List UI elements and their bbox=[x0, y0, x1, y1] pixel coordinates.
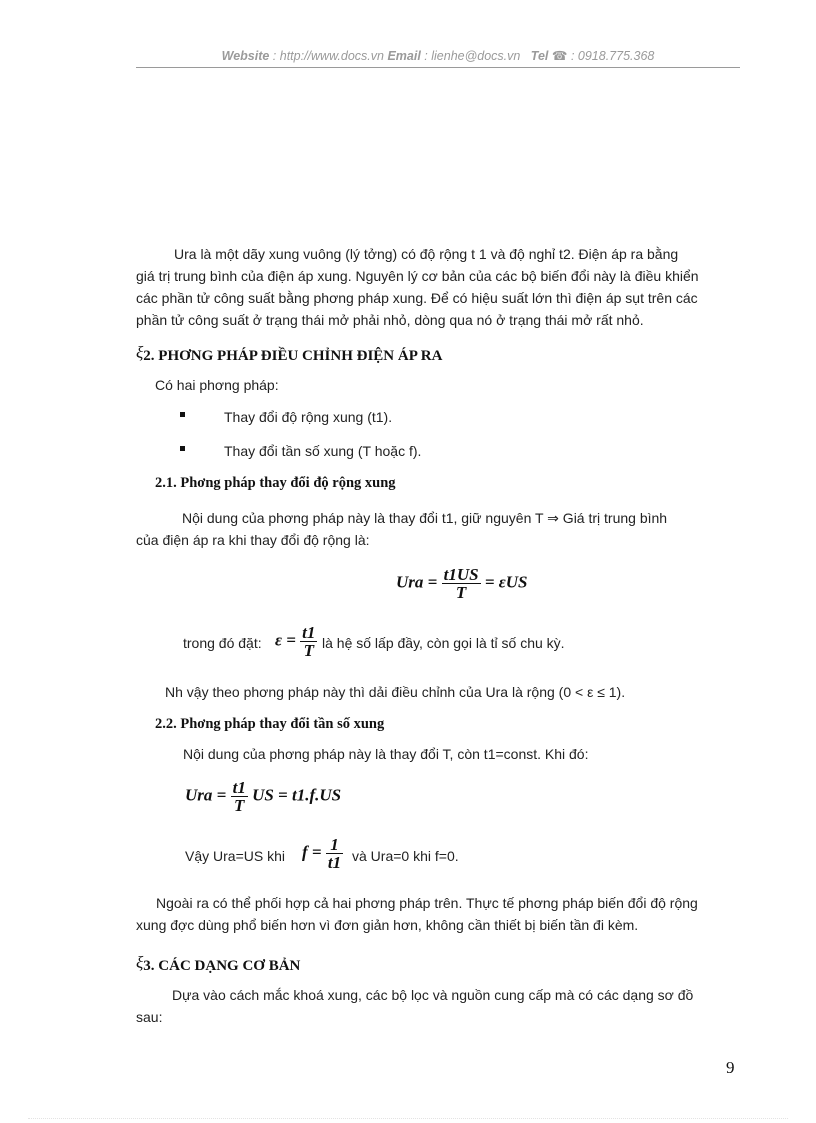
bullet-item: Thay đổi độ rộng xung (t1). bbox=[224, 409, 393, 425]
formula-lhs: Ura bbox=[396, 572, 424, 592]
formula-lhs: ε = bbox=[275, 630, 296, 650]
formula-lhs: f = bbox=[302, 842, 322, 862]
tel-value: : 0918.775.368 bbox=[567, 49, 655, 63]
section-2-heading bbox=[136, 343, 442, 365]
paragraph-line: các phần tử công suất bằng phơng pháp xung. Để có hiệu suất lớn thì điện áp sụt trên các bbox=[136, 290, 698, 306]
section-marker: ξ bbox=[136, 343, 144, 362]
fraction-denominator: t1 bbox=[327, 853, 342, 872]
formula-frequency bbox=[302, 836, 343, 871]
section-2-intro: Có hai phơng pháp: bbox=[155, 377, 279, 393]
combined-paragraph bbox=[136, 892, 738, 936]
formula-fraction bbox=[231, 779, 248, 814]
definition-suffix: là hệ số lấp đầy, còn gọi là tỉ số chu kỳ. bbox=[322, 635, 565, 651]
formula-ura-frequency bbox=[185, 779, 341, 814]
subsection-2-1-paragraph bbox=[136, 507, 738, 551]
paragraph-line: Nội dung của phơng pháp này là thay đổi t1, giữ nguyên T ⇒ Giá trị trung bình bbox=[182, 510, 668, 526]
page-number: 9 bbox=[726, 1058, 735, 1077]
formula-lhs: Ura = bbox=[185, 785, 227, 805]
fraction-numerator: t1 bbox=[232, 778, 246, 797]
paragraph-line: Ngoài ra có thể phối hợp cả hai phơng pháp trên. Thực tế phơng pháp biến đổi độ rộng bbox=[156, 895, 698, 911]
regulation-range-text: Nh vậy theo phơng pháp này thì dải điều chỉnh của Ura là rộng (0 < ε ≤ 1). bbox=[165, 684, 626, 700]
page-header bbox=[136, 48, 740, 63]
tel-label: Tel bbox=[530, 49, 549, 63]
formula-epsilon bbox=[275, 624, 317, 659]
formula-fraction bbox=[442, 566, 481, 601]
email-value: : lienhe@docs.vn bbox=[420, 49, 521, 63]
fraction-denominator: T bbox=[455, 583, 467, 602]
paragraph-line: Ura là một dãy xung vuông (lý tởng) có độ rộng t 1 và độ nghỉ t2. Điện áp ra bằng bbox=[174, 246, 679, 262]
bullet-icon bbox=[180, 446, 185, 451]
paragraph-line: phần tử công suất ở trạng thái mở phải nhỏ, dòng qua nó ở trạng thái mở rất nhỏ. bbox=[136, 312, 644, 328]
website-value: : http://www.docs.vn bbox=[269, 49, 384, 63]
paragraph-line: giá trị trung bình của điện áp xung. Nguyên lý cơ bản của các bộ biến đổi này là điều khiển bbox=[136, 268, 699, 284]
page-border-dots bbox=[28, 1118, 788, 1119]
fraction-numerator: t1 bbox=[302, 623, 316, 642]
definition-prefix: trong đó đặt: bbox=[183, 635, 262, 651]
section-marker: ξ bbox=[136, 953, 144, 972]
fraction-denominator: T bbox=[234, 796, 245, 815]
intro-paragraph bbox=[136, 243, 738, 331]
bullet-icon bbox=[180, 412, 185, 417]
paragraph-line: sau: bbox=[136, 1009, 163, 1025]
subsection-2-2-line: Nội dung của phơng pháp này là thay đổi T, còn t1=const. Khi đó: bbox=[183, 746, 589, 762]
formula-rhs: US = t1.f.US bbox=[252, 785, 342, 805]
email-label: Email bbox=[387, 49, 421, 63]
section-3-title: 3. CÁC DẠNG CƠ BẢN bbox=[143, 958, 301, 974]
section-2-title: 2. PHƠNG PHÁP ĐIỀU CHỈNH ĐIỆN ÁP RA bbox=[143, 348, 443, 364]
paragraph-line: xung đợc dùng phổ biến hơn vì đơn giản hơn, không cần thiết bị biến tần đi kèm. bbox=[136, 917, 639, 933]
bullet-item: Thay đổi tần số xung (T hoặc f). bbox=[224, 443, 422, 459]
formula-fraction bbox=[326, 836, 343, 871]
fraction-numerator: t1US bbox=[443, 565, 479, 584]
paragraph-line: Dựa vào cách mắc khoá xung, các bộ lọc và nguồn cung cấp mà có các dạng sơ đồ bbox=[172, 987, 694, 1003]
fraction-denominator: T bbox=[303, 641, 314, 660]
formula-rhs: = εUS bbox=[484, 572, 528, 592]
formula-ura-pulse-width: Ura = $\frac{t1US}{T}$ = εUS bbox=[396, 565, 528, 602]
subsection-2-1-title: 2.1. Phơng pháp thay đổi độ rộng xung bbox=[155, 475, 396, 491]
paragraph-line: của điện áp ra khi thay đổi độ rộng là: bbox=[136, 532, 370, 548]
section-3-heading bbox=[136, 953, 300, 975]
formula-fraction bbox=[300, 624, 317, 659]
subsection-2-2-title: 2.2. Phơng pháp thay đổi tần số xung bbox=[155, 716, 385, 732]
phone-icon: ☎ bbox=[551, 49, 568, 63]
website-label: Website bbox=[221, 49, 270, 63]
section-3-paragraph bbox=[136, 984, 738, 1028]
result-suffix: và Ura=0 khi f=0. bbox=[352, 848, 459, 864]
result-prefix: Vậy Ura=US khi bbox=[185, 848, 285, 864]
fraction-numerator: 1 bbox=[326, 836, 343, 854]
header-rule bbox=[136, 67, 740, 68]
